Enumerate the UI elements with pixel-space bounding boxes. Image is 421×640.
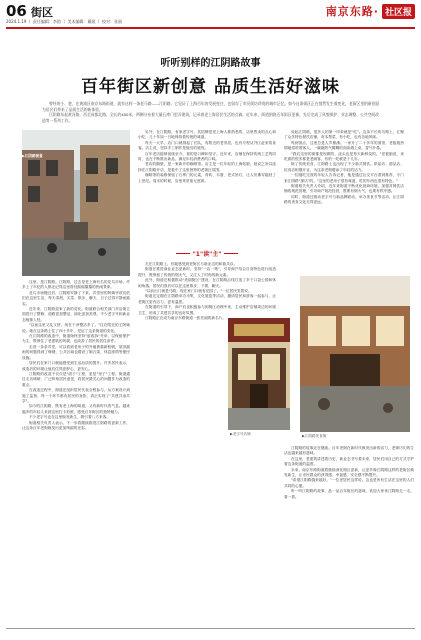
body-paragraph: 另外，在江阴路，有家老字号，其招牌是老上海人都熟悉的，店里售卖的点心和小吃，几十年如一日地保持着传统的味道。: [138, 130, 276, 140]
old-shop-image: [228, 318, 290, 430]
lede-paragraph: 曾经的小、巷，在黄浦区南京东路街道，就有这样一条老马路——江阴路。它见证了上海百年的发展变迁，也留存了市民街坊珍贵的城市记忆。如今这条街区正在悄然发生着变化，老街区里的新创意为居民们带来了品质生活的新体验。: [42, 101, 380, 112]
body-paragraph: "以前这里又乱又挤，现在干净整洁多了。"住在附近的王阿姨说。她在这条路上住了四十多年，见证了这条街道的变化。: [22, 323, 130, 333]
body-paragraph: 咖啡馆的装修保留了石库门的元素，青砖、木窗、老式吊灯，让人仿佛穿越回了上世纪。周末的时候，店里常常座无虚席。: [138, 173, 276, 183]
body-paragraph: "以前出门就是马路，现在家门口就有花园了。"一位居民笑着说。: [145, 289, 252, 294]
body-paragraph: 此外，街道还积极推动"美丽街区"建设，在江阴路沿线打造了多个口袋公园和休闲角落，居民们饭后可以在这里散步、下棋、聊天。: [138, 278, 276, 288]
right-column-top: [284, 130, 404, 270]
body-paragraph: 如今的江阴路，既有老上海的味道，又有新时代的气息。越来越多的年轻人来到这里打卡拍照，感受百年街区的独特魅力。: [22, 404, 130, 414]
body-paragraph: 一位刚吃完饭的年轻人告诉记者，他是通过社交平台看到推荐，专门来江阴路"探店"的。"这里的老房子很有味道，吃的东西也很有特色。": [284, 173, 404, 183]
middle-column-top: [138, 130, 276, 242]
body-paragraph: 花鸟市场搬迁后，江阴路安静了下来。弄堂里的阿姨爷叔们依旧在这里生活，每天清晨，买菜、散步、聊天，日子过得平静而踏实。: [22, 290, 130, 306]
photo-food-street: [300, 276, 410, 432]
photo-caption: ▶江阴路街景: [22, 154, 43, 158]
body-paragraph: 近年来，江阴路迎来了新的变化。街道联合相关部门对沿街立面进行了整修，道路更加整洁，绿化更加美观，不少老字号和新业态相继入驻。: [22, 307, 130, 322]
body-paragraph: 老店的隔壁，是一家新开的咖啡馆。店主是一位年轻的上海姑娘，她说之所以选择在江阴路开店，是看中了这里独特的老街区氛围。: [138, 162, 276, 172]
issue-line: 2024.1.19 丨 责任编辑：李韵 丨 美术编辑：戴媛 丨 校对：张丽: [6, 19, 122, 24]
lede-paragraph: 江阴路东起黄河路，西至成都北路，全长约480米，两侧分布着大量石库门里弄建筑，记录着老上海居民生活的点滴。近年来，街道围绕百年街区更新，先后完成了风貌保护、业态调整、公共空间改造等一系列工作。: [42, 112, 379, 123]
masthead-badge: 社区报: [382, 4, 415, 19]
body-paragraph: 未来，南京东路街道将继续深化街区更新，让更多像江阴路这样的老街区焕发新生，让市民群众的获得感、幸福感、安全感不断提升。: [284, 467, 414, 478]
masthead-title: 南京东路·: [325, 5, 379, 18]
body-paragraph: 街道在推进商业业态更新时，坚持"一店一策"，引导商户结合自身特色进行改造提升，既保留了传统的烟火气，又注入了时尚的新元素。: [138, 267, 276, 277]
body-paragraph: 居民们在家门口就能感受到生活品质的提升。许多居民表示，改造后的环境让他们住得更舒心、更安心。: [22, 361, 130, 371]
section-heading: [138, 248, 276, 258]
photo-caption: ▶江阴路美食街: [302, 434, 327, 438]
body-paragraph: "希望江阴路越来越好。"一位老居民这样说。这也是所有生活在这里的人们共同的心愿。: [284, 478, 414, 488]
body-paragraph: 不少老字号也在这里焕发新生，吸引着八方来客。: [29, 415, 111, 420]
body-paragraph: 走进一条条弄堂，可以看到老房子的外墙被重新粉刷，屋顶漏雨的问题得到了修缮，公共区域也增设了晾衣架、休息座椅等便民设施。: [22, 344, 130, 360]
photo-street-scene: [22, 130, 130, 276]
heading-rule-right: [224, 253, 238, 254]
body-paragraph: 同时，街道还推动老字号与新品牌联动，举办美食节等活动，让江阴路的美食文化走得更远。: [284, 194, 404, 205]
masthead: [326, 3, 415, 19]
body-paragraph: 听一听江阴路的故事，品一品百年街区的滋味，欢迎大家来江阴路走一走、看一看。: [284, 489, 414, 499]
body-paragraph: 在这里，老建筑讲述着历史，新业态书写着未来，居民们用自己的方式守护着这条街道的温度。: [284, 456, 414, 467]
food-street-image: [300, 276, 410, 432]
photo-old-shop: [228, 318, 290, 430]
body-paragraph: 街道相关负责人介绍，近年来街道不断优化营商环境，加强对餐饮店铺的规范管理，引导商户规范经营，既要有烟火气，也要有秩序感。: [284, 184, 404, 194]
page-header: [0, 0, 421, 28]
body-paragraph: 百年老店能够延续至今，靠的是口碑和坚守。近年来，店铺在保持传统工艺的同时，也在不断推出新品，满足年轻消费者的口味。: [138, 151, 276, 162]
heading-rule-left: [176, 253, 190, 254]
body-paragraph: 在街道的引导下，商户们也积极参与到街区治理中来，主动维护店铺周边的环境卫生，形成了共建共享的良好氛围。: [138, 305, 276, 315]
section-heading-text: "1"读"主": [192, 250, 222, 258]
street-scene-image: [22, 130, 130, 276]
article-headline: 百年街区新创意 品质生活好滋味: [81, 77, 340, 97]
photo-caption: ▶老字号店铺: [230, 432, 251, 436]
body-paragraph: 江阴路正在成为南京东路街道一张亮丽的新名片。: [145, 316, 227, 321]
body-paragraph: 走在江阴路上，你能感受到老街区与新业态的和谐共存。: [145, 262, 238, 266]
right-column-bottom: [284, 446, 414, 625]
section-name: 街区: [31, 6, 53, 19]
body-paragraph: 在江阴路的改造中，街道始终坚持"留改拆"并举，以保留保护为主，既保住了老建筑的风貌，也改善了居民的居住条件。: [22, 334, 130, 344]
left-column: [22, 280, 130, 625]
body-paragraph: 每天一大早，店门口就排起了长队，有附近的老邻居，也有专程从外区赶来的食客。店主说，坚持手工制作是他们的底线。: [138, 140, 276, 151]
article-subtitle: 听听别样的江阴路故事: [160, 58, 261, 69]
body-paragraph: "我们这里的面都是现做的，浇头也是每天新鲜烧的。"老板娘说，来吃面的很多都是老顾客，有的一吃就是十几年。: [284, 151, 404, 162]
middle-column-bottom: [138, 262, 276, 625]
bottom-rule: [6, 628, 415, 629]
body-paragraph: 江阴路的故事还在继续。百年老街在新时代焕发出新的活力，老街坊们的生活也越来越有滋味。: [284, 446, 414, 456]
body-paragraph: 街道相关负责人表示，下一步将继续推进江阴路的更新工作，让这条百年老街焕发出更加绚丽的光彩。: [22, 420, 130, 430]
body-paragraph: 街道还定期在江阴路举办市集、文化展览等活动，邀请居民和游客一起参与，让老街区更有活力、更有温度。: [138, 294, 276, 304]
body-paragraph: 除了传统美食，江阴路上也出现了不少新式餐饮。烘焙店、甜品店、轻食店相继开业，为这条老街增添了年轻的活力。: [284, 162, 404, 172]
body-paragraph: 这里，是江阴路。江阴路，过去是老上海有名的花鸟市场，许多上了年纪的人都还记得这里曾经熙熙攘攘的热闹景象。: [22, 280, 130, 290]
page-number: 06: [6, 2, 27, 20]
body-paragraph: 在改造过程中，街道还组织居民代表全程参与，从方案设计到施工监督，每一个环节都有居民的身影，真正实现了"共建共治共享"。: [22, 388, 130, 403]
body-paragraph: 说起江阴路，很多人的第一印象就是"吃"。这条不长的马路上，汇聚了众多特色餐饮店铺，有本帮菜、有小吃，也有各地风味。: [284, 130, 404, 140]
body-paragraph: 江阴路的改造不仅仅是"面子"工程，更是"里子"工程。街道通过走访调研，广泛听取居民意见，将居民最关心的问题作为改造的重点。: [22, 371, 130, 387]
article-lede: [42, 101, 382, 123]
header-rule: [6, 27, 415, 29]
body-paragraph: 每到饭点，这里总是人声鼎沸。一家开了二十多年的面馆，老板娘热情地招呼着客人，一碗碗热气腾腾的面条端上桌，香气扑鼻。: [284, 140, 404, 151]
